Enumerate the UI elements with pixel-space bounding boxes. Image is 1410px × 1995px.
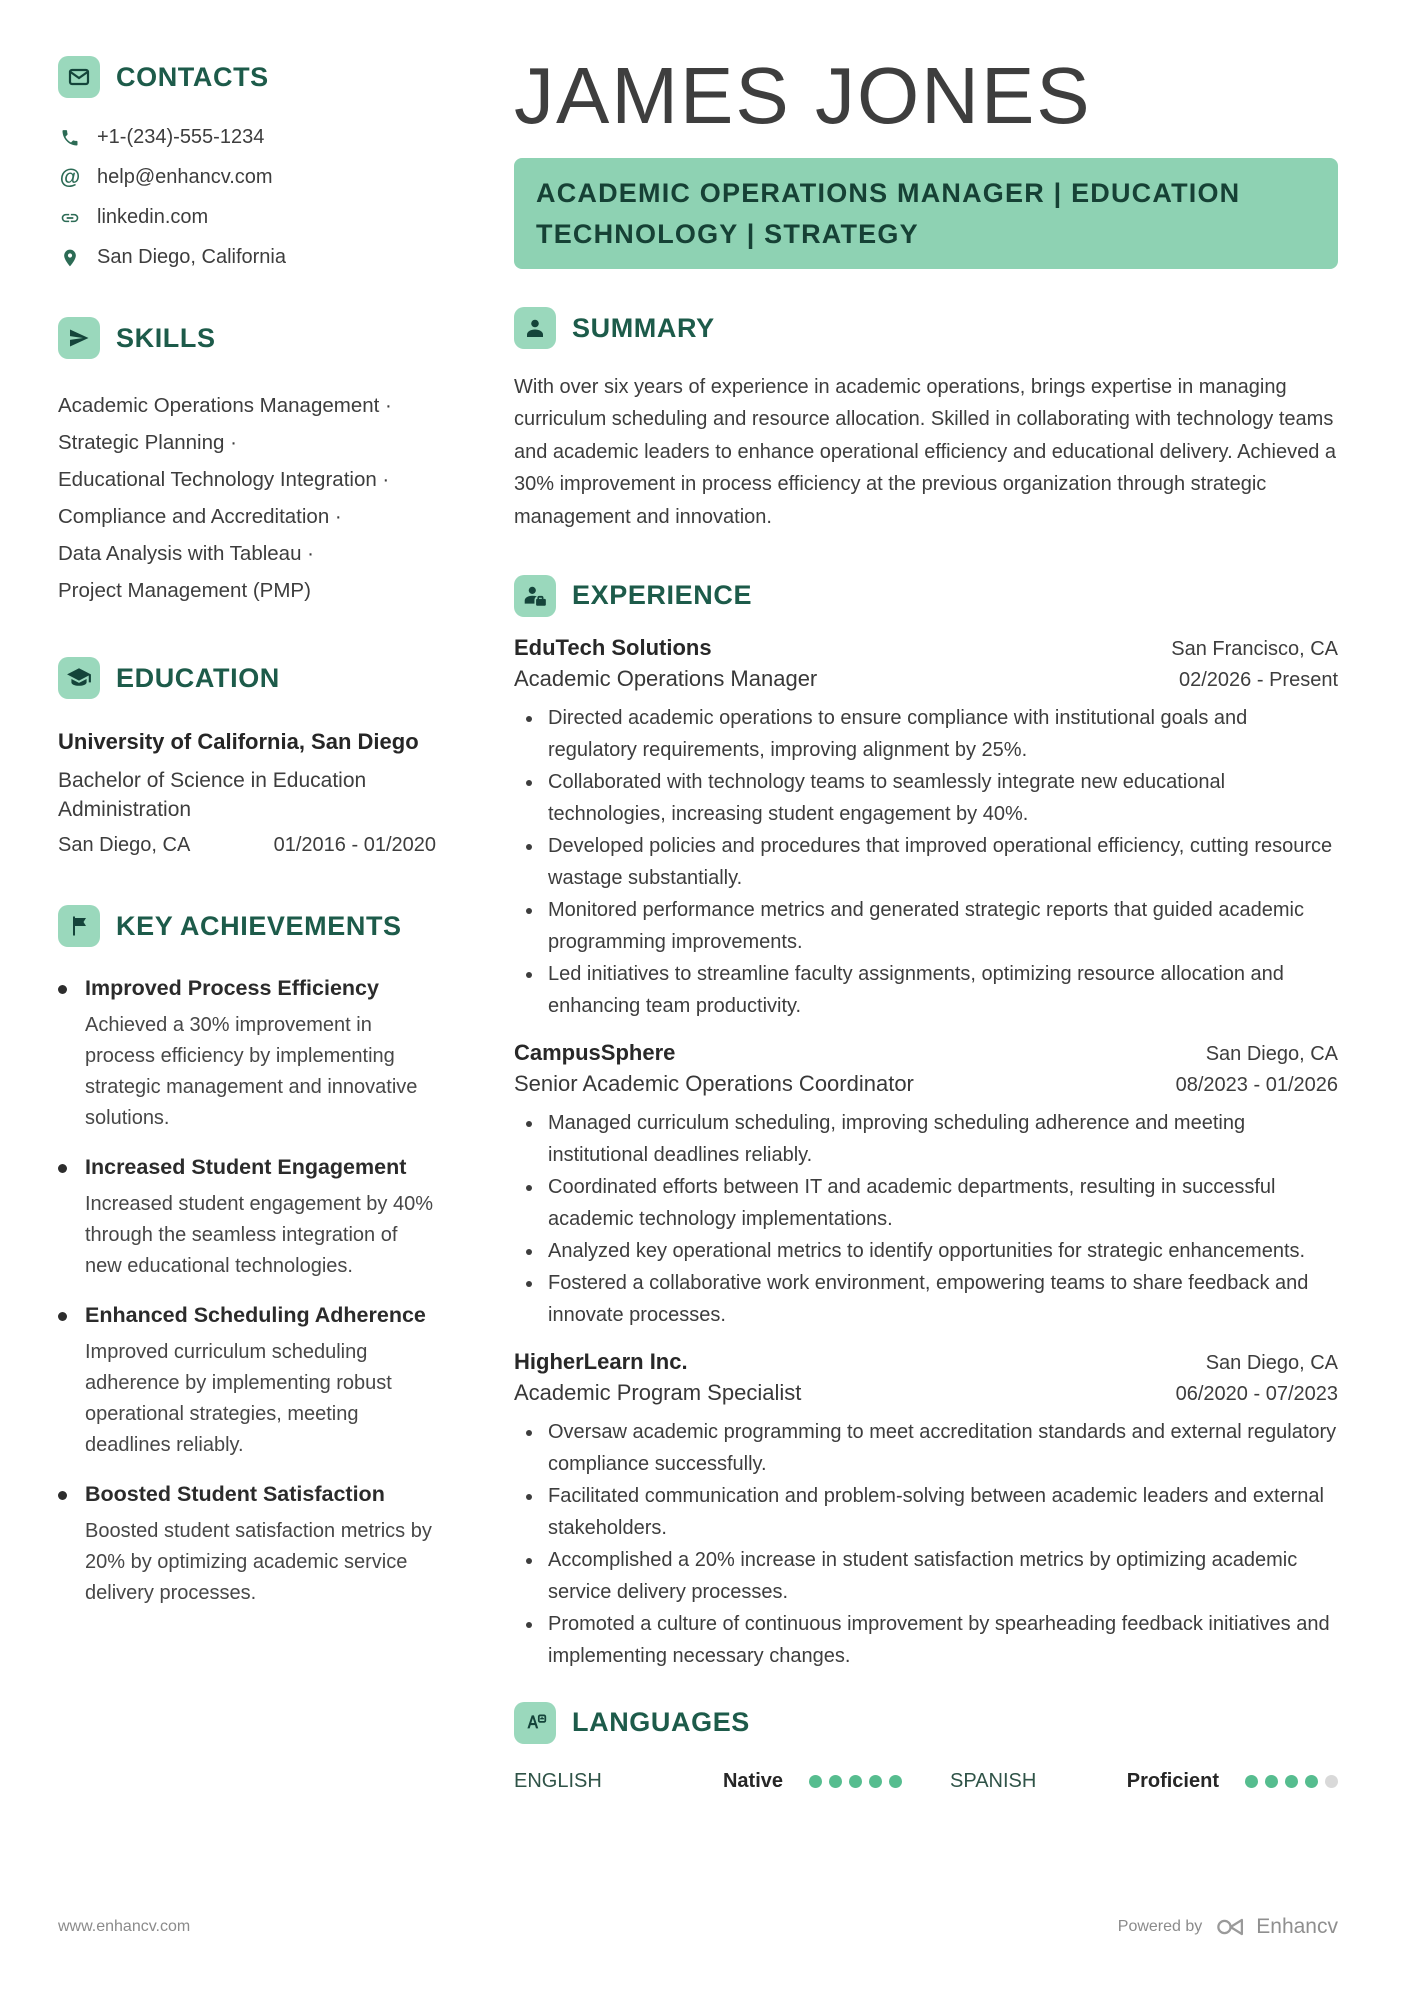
language-item (950, 1770, 1338, 1793)
job-bullet-list (514, 1107, 1338, 1331)
location-pin-icon (58, 248, 82, 268)
education-heading: EDUCATION (116, 662, 280, 693)
job-bullet: • Coordinated efforts between IT and academic departments, resulting in successful academic technology implementations. (544, 1171, 1338, 1235)
enhancv-brand-name: Enhancv (1256, 1915, 1338, 1938)
page-footer (58, 1915, 1338, 1939)
translate-icon (514, 1702, 556, 1744)
job-company-line (514, 635, 1338, 661)
job-entry (514, 635, 1338, 1022)
achievement-item (58, 975, 436, 1134)
contact-link[interactable]: linkedin.com (97, 206, 209, 228)
languages-header (514, 1702, 1338, 1744)
experience-heading: EXPERIENCE (572, 580, 753, 611)
job-bullet: • Led initiatives to streamline faculty assignments, optimizing resource allocation and enhancing team productivity. (544, 958, 1338, 1022)
skills-section (58, 317, 436, 609)
job-bullet: • Oversaw academic programming to meet accreditation standards and external regulatory compliance successfully. (544, 1416, 1338, 1480)
achievement-text: Improved curriculum scheduling adherence by implementing robust operational strategies, meeting deadlines reliably. (85, 1341, 392, 1457)
headline-banner: ACADEMIC OPERATIONS MANAGER | EDUCATION TECHNOLOGY | STRATEGY (514, 158, 1338, 269)
job-dates: 08/2023 - 01/2026 (1175, 1073, 1338, 1096)
achievement-title: Improved Process Efficiency (85, 976, 379, 1001)
language-proficiency-dots (1245, 1775, 1338, 1788)
skill-item: Project Management (PMP) (58, 579, 311, 602)
at-glyph: @ (59, 166, 81, 189)
job-dates: 06/2020 - 07/2023 (1175, 1382, 1338, 1405)
language-level-group (723, 1770, 902, 1793)
achievement-title: Increased Student Engagement (85, 1155, 407, 1180)
skills-icon (58, 317, 100, 359)
language-name: ENGLISH (514, 1769, 602, 1792)
skill-item: Data Analysis with Tableau · (58, 542, 315, 565)
languages-row (514, 1770, 1338, 1793)
candidate-name: JAMES JONES (514, 51, 1092, 140)
contact-email-row (58, 166, 436, 189)
education-header (58, 657, 436, 699)
bullet-dot-icon (58, 1164, 67, 1173)
job-company: CampusSphere (514, 1039, 676, 1065)
job-bullet: • Monitored performance metrics and generated strategic reports that guided academic programming improvements. (544, 894, 1338, 958)
language-name: SPANISH (950, 1769, 1037, 1792)
language-level: Native (722, 1769, 783, 1792)
bullet-dot-icon (58, 1491, 67, 1500)
job-bullet: • Collaborated with technology teams to seamlessly integrate new educational technologies, increasing student engagement by 40%. (544, 766, 1338, 830)
job-dates: 02/2026 - Present (1179, 668, 1338, 691)
achievement-title: Enhanced Scheduling Adherence (85, 1303, 426, 1328)
job-company: EduTech Solutions (514, 634, 712, 660)
contacts-heading: CONTACTS (116, 61, 269, 92)
worker-icon (514, 575, 556, 617)
phone-icon (58, 128, 82, 148)
summary-header (514, 307, 1338, 349)
bullet-dot-icon (58, 1312, 67, 1321)
enhancv-brand (1216, 1915, 1338, 1939)
key-achievements-section (58, 905, 436, 1609)
contact-email[interactable]: help@enhancv.com (97, 166, 273, 188)
bullet-dot-icon (58, 985, 67, 994)
contact-phone-row (58, 126, 436, 149)
achievement-title: Boosted Student Satisfaction (85, 1482, 385, 1507)
job-company-line (514, 1040, 1338, 1066)
job-bullet: • Analyzed key operational metrics to identify opportunities for strategic enhancements. (544, 1235, 1338, 1267)
contact-link-row (58, 206, 436, 229)
job-bullet: • Directed academic operations to ensure compliance with institutional goals and regulatory requirements, improving alignment by 25%. (544, 702, 1338, 766)
experience-header (514, 575, 1338, 617)
job-bullet: • Accomplished a 20% increase in student satisfaction metrics by optimizing academic service delivery processes. (544, 1544, 1338, 1608)
achievement-item (58, 1302, 436, 1461)
summary-text: With over six years of experience in academic operations, brings expertise in managing curriculum scheduling and resource allocation. Skilled in collaborating with technology teams and academic leaders to enhance operational efficiency and educational delivery. Achieved a 30% improvement in process efficiency at the previous organization through strategic management and innovation. (514, 376, 1337, 528)
powered-by-label: Powered by (1117, 1918, 1203, 1935)
left-column (58, 56, 436, 1841)
skills-heading: SKILLS (116, 322, 216, 353)
education-degree: Bachelor of Science in Education Administration (58, 768, 367, 822)
job-company-line (514, 1349, 1338, 1375)
job-role: Academic Operations Manager (514, 665, 818, 691)
summary-section (514, 307, 1338, 533)
job-location: San Diego, CA (1205, 1042, 1338, 1065)
link-icon (58, 208, 82, 228)
skill-item: Strategic Planning · (58, 431, 237, 454)
contact-location-row (58, 246, 436, 269)
achievement-body (85, 1481, 436, 1609)
job-company: HigherLearn Inc. (514, 1348, 688, 1374)
education-meta (58, 834, 436, 857)
language-level: Proficient (1126, 1769, 1219, 1792)
graduation-cap-icon (58, 657, 100, 699)
job-bullet: • Managed curriculum scheduling, improving scheduling adherence and meeting institutional deadlines reliably. (544, 1107, 1338, 1171)
contact-location: San Diego, California (97, 246, 286, 268)
job-role: Senior Academic Operations Coordinator (514, 1070, 914, 1096)
job-role-line (514, 1375, 1338, 1406)
contact-phone: +1-(234)-555-1234 (97, 126, 265, 148)
powered-by-group (1118, 1915, 1338, 1939)
job-role: Academic Program Specialist (514, 1379, 802, 1405)
key-achievements-heading: KEY ACHIEVEMENTS (116, 910, 402, 941)
language-level-group (1127, 1770, 1338, 1793)
skill-item: Academic Operations Management · (58, 394, 392, 417)
skills-header (58, 317, 436, 359)
experience-section (514, 575, 1338, 1672)
language-item (514, 1770, 902, 1793)
achievement-item (58, 1154, 436, 1282)
contacts-header (58, 56, 436, 98)
job-bullet: • Fostered a collaborative work environment, empowering teams to share feedback and innovate processes. (544, 1267, 1338, 1331)
languages-section (514, 1702, 1338, 1793)
skill-item: Educational Technology Integration · (58, 468, 390, 491)
job-entry (514, 1349, 1338, 1672)
achievement-body (85, 1302, 436, 1461)
skill-item: Compliance and Accreditation · (58, 505, 342, 528)
summary-heading: SUMMARY (572, 312, 715, 343)
envelope-icon (58, 56, 100, 98)
job-role-line (514, 661, 1338, 692)
job-role-line (514, 1066, 1338, 1097)
footer-site-link[interactable]: www.enhancv.com (58, 1918, 191, 1935)
achievement-item (58, 1481, 436, 1609)
language-proficiency-dots (809, 1775, 902, 1788)
key-achievements-header (58, 905, 436, 947)
job-entry (514, 1040, 1338, 1331)
job-bullet: • Facilitated communication and problem-solving between academic leaders and external stakeholders. (544, 1480, 1338, 1544)
job-bullet-list (514, 1416, 1338, 1672)
at-icon (58, 167, 82, 188)
flag-icon (58, 905, 100, 947)
education-dates: 01/2016 - 01/2020 (273, 834, 436, 857)
achievement-body (85, 1154, 436, 1282)
education-section (58, 657, 436, 857)
job-bullet: • Promoted a culture of continuous improvement by spearheading feedback initiatives and implementing necessary changes. (544, 1608, 1338, 1672)
education-school: University of California, San Diego (58, 729, 419, 754)
education-location: San Diego, CA (58, 834, 191, 857)
job-location: San Diego, CA (1205, 1351, 1338, 1374)
job-location: San Francisco, CA (1171, 637, 1338, 660)
person-icon (514, 307, 556, 349)
enhancv-logo-icon (1216, 1915, 1248, 1939)
achievement-text: Achieved a 30% improvement in process efficiency by implementing strategic management and innovative solutions. (85, 1014, 418, 1130)
achievement-text: Boosted student satisfaction metrics by 20% by optimizing academic service delivery processes. (85, 1520, 432, 1605)
main-column (514, 51, 1338, 1841)
job-bullet: • Developed policies and procedures that improved operational efficiency, cutting resource wastage substantially. (544, 830, 1338, 894)
contacts-section (58, 56, 436, 269)
languages-heading: LANGUAGES (572, 1707, 750, 1738)
achievement-body (85, 975, 436, 1134)
achievement-text: Increased student engagement by 40% through the seamless integration of new educational technologies. (85, 1193, 434, 1278)
job-bullet-list (514, 702, 1338, 1022)
